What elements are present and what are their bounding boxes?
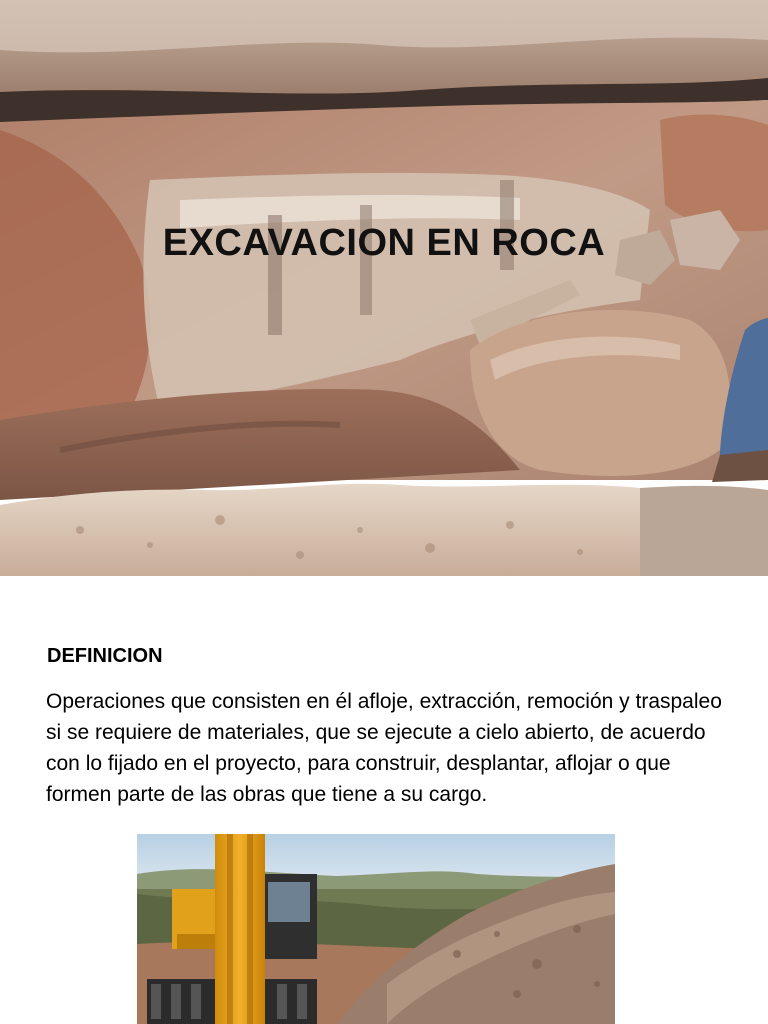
definition-text: Operaciones que consisten en él afloje, extracción, remoción y traspaleo si se requiere de materiales, que se ejecute a cielo abierto, de acuerdo con lo fijado en el proyecto, para construir, desplantar, aflojar o que formen parte de las obras que tiene a su cargo. [46, 690, 722, 806]
slide-title: EXCAVACION EN ROCA [162, 222, 606, 264]
section-heading: DEFINICION [47, 645, 163, 667]
excavator-photo [137, 834, 615, 1024]
excavator-image [137, 834, 615, 1024]
